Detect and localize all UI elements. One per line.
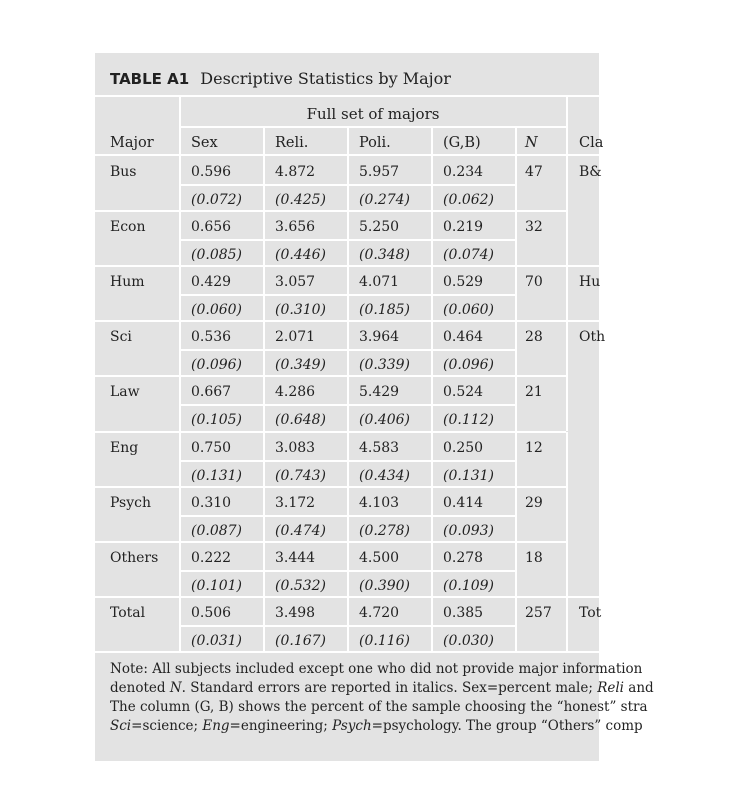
cell-gb: 0.278	[443, 549, 484, 566]
row-separator	[95, 431, 566, 433]
cell-poli: 4.583	[359, 439, 400, 456]
row-divider	[431, 211, 433, 266]
cell-n: 70	[525, 274, 543, 291]
cell-poli-se: (0.339)	[359, 357, 411, 374]
table-note	[110, 660, 730, 736]
cell-sex-se: (0.087)	[191, 522, 243, 539]
cell-n: 28	[525, 329, 543, 346]
row-divider	[566, 487, 568, 542]
cell-gb-se: (0.030)	[443, 632, 495, 649]
row-divider	[347, 321, 349, 376]
row-divider	[515, 597, 517, 652]
row-divider	[179, 432, 181, 487]
row-divider	[263, 597, 265, 652]
row-divider	[347, 211, 349, 266]
row-divider	[566, 266, 568, 321]
cell-gb-se: (0.112)	[443, 412, 495, 429]
col-header-n: N	[525, 135, 538, 151]
cell-n: 12	[525, 439, 543, 456]
row-divider	[566, 156, 568, 211]
row-separator	[95, 486, 566, 488]
cell-major: Total	[110, 604, 146, 621]
row-separator	[95, 541, 566, 543]
cell-major: Hum	[110, 274, 145, 291]
cell-cls: Tot	[579, 604, 602, 621]
row-divider	[179, 597, 181, 652]
cell-gb-se: (0.093)	[443, 522, 495, 539]
row-divider	[347, 432, 349, 487]
row-divider	[347, 266, 349, 321]
cell-gb-se: (0.109)	[443, 577, 495, 594]
row-divider	[347, 376, 349, 431]
cell-sex: 0.429	[191, 274, 232, 291]
row-divider	[347, 597, 349, 652]
cell-gb: 0.385	[443, 604, 484, 621]
rule-bottom	[95, 651, 599, 653]
row-divider	[431, 542, 433, 597]
cell-cls: Oth	[579, 329, 606, 346]
cell-gb: 0.524	[443, 384, 484, 401]
cell-sex: 0.506	[191, 604, 232, 621]
cell-major: Bus	[110, 164, 137, 180]
row-divider	[179, 266, 181, 321]
col-header-major: Major	[110, 135, 154, 151]
cell-reli: 3.083	[275, 439, 316, 456]
row-divider	[566, 432, 568, 487]
cell-cls: Hu	[579, 274, 601, 291]
row-divider	[515, 266, 517, 321]
table-label: TABLE A1	[110, 70, 190, 88]
row-separator	[95, 375, 566, 377]
cell-poli: 4.103	[359, 494, 400, 511]
row-divider	[566, 211, 568, 266]
table-panel	[95, 53, 654, 761]
col-header-reli: Reli.	[275, 135, 309, 151]
cell-reli-se: (0.349)	[275, 357, 327, 374]
row-divider	[263, 321, 265, 376]
cell-poli-se: (0.185)	[359, 302, 411, 319]
row-divider	[515, 487, 517, 542]
cell-poli: 4.071	[359, 274, 400, 291]
group-header: Full set of majors	[306, 105, 440, 123]
row-divider	[263, 487, 265, 542]
col-header-sex: Sex	[191, 135, 218, 151]
cell-gb-se: (0.131)	[443, 467, 495, 484]
cell-poli-se: (0.406)	[359, 412, 411, 429]
cell-sex-se: (0.131)	[191, 467, 243, 484]
row-divider	[566, 542, 568, 597]
row-divider	[179, 487, 181, 542]
row-divider	[515, 156, 517, 211]
header-divider	[179, 128, 181, 155]
cell-major: Others	[110, 549, 159, 566]
cell-sex: 0.596	[191, 164, 232, 180]
cell-cls: B&	[579, 164, 602, 180]
row-divider	[515, 211, 517, 266]
cell-major: Psych	[110, 494, 151, 511]
note-line-3: The column (G, B) shows the percent of the sample choosing the “honest” stra	[110, 699, 648, 715]
cell-n: 47	[525, 164, 543, 180]
cell-sex-se: (0.072)	[191, 192, 243, 208]
cell-gb: 0.250	[443, 439, 484, 456]
row-divider	[431, 376, 433, 431]
cell-reli-se: (0.425)	[275, 192, 327, 208]
cell-gb: 0.464	[443, 329, 484, 346]
row-divider	[347, 542, 349, 597]
col-header-gb: (G,B)	[443, 135, 481, 151]
cell-sex-se: (0.085)	[191, 247, 243, 264]
cell-gb: 0.234	[443, 164, 484, 180]
row-divider	[179, 542, 181, 597]
cell-gb-se: (0.060)	[443, 302, 495, 319]
row-divider	[263, 266, 265, 321]
header-divider	[515, 128, 517, 155]
cell-reli-se: (0.310)	[275, 302, 327, 319]
row-divider	[431, 432, 433, 487]
cell-reli: 2.071	[275, 329, 316, 346]
cell-gb: 0.529	[443, 274, 484, 291]
row-divider	[179, 156, 181, 211]
cell-reli-se: (0.446)	[275, 247, 327, 264]
cell-reli-se: (0.532)	[275, 577, 327, 594]
row-divider	[263, 376, 265, 431]
row-divider	[263, 542, 265, 597]
cell-reli: 3.172	[275, 494, 316, 511]
cell-n: 18	[525, 549, 543, 566]
header-divider	[347, 128, 349, 155]
note-line-1: Note: All subjects included except one who did not provide major information	[110, 661, 643, 677]
rule-top	[95, 95, 599, 97]
cell-poli: 5.957	[359, 164, 400, 180]
row-divider	[431, 156, 433, 211]
cell-reli-se: (0.743)	[275, 467, 327, 484]
row-divider	[515, 376, 517, 431]
cell-reli: 3.057	[275, 274, 316, 291]
cell-sex: 0.656	[191, 219, 232, 236]
cell-n: 32	[525, 219, 543, 236]
col-header-class: Cla	[579, 135, 604, 151]
cell-n: 21	[525, 384, 543, 401]
cell-sex-se: (0.101)	[191, 577, 243, 594]
cell-major: Sci	[110, 329, 132, 346]
row-divider	[431, 487, 433, 542]
row-divider	[566, 376, 568, 431]
divider-group-left	[179, 95, 181, 128]
row-divider	[515, 542, 517, 597]
cell-n: 257	[525, 604, 552, 621]
cell-reli: 3.444	[275, 549, 316, 566]
cell-poli-se: (0.434)	[359, 467, 411, 484]
cell-reli-se: (0.167)	[275, 632, 327, 649]
row-divider	[347, 487, 349, 542]
cell-sex: 0.222	[191, 549, 232, 566]
row-divider	[347, 156, 349, 211]
row-divider	[431, 321, 433, 376]
cell-major: Law	[110, 384, 140, 401]
cell-poli: 3.964	[359, 329, 400, 346]
table-title	[110, 69, 451, 88]
row-divider	[566, 321, 568, 376]
cell-n: 29	[525, 494, 543, 511]
cell-poli-se: (0.348)	[359, 247, 411, 264]
cell-gb-se: (0.062)	[443, 192, 495, 208]
col-header-poli: Poli.	[359, 135, 391, 151]
note-line-4: Sci=science; Eng=engineering; Psych=psychology. The group “Others” comp	[110, 718, 643, 734]
row-divider	[431, 597, 433, 652]
cell-poli: 4.500	[359, 549, 400, 566]
cell-gb-se: (0.096)	[443, 357, 495, 374]
header-divider	[566, 128, 568, 155]
cell-gb: 0.219	[443, 219, 484, 236]
row-divider	[431, 266, 433, 321]
cell-poli: 5.429	[359, 384, 400, 401]
divider-group-right	[566, 95, 568, 128]
cell-gb-se: (0.074)	[443, 247, 495, 264]
cell-poli-se: (0.390)	[359, 577, 411, 594]
header-divider	[431, 128, 433, 155]
header-divider	[263, 128, 265, 155]
row-divider	[515, 321, 517, 376]
row-divider	[179, 376, 181, 431]
cell-reli-se: (0.474)	[275, 522, 327, 539]
cell-sex-se: (0.096)	[191, 357, 243, 374]
cell-gb: 0.414	[443, 494, 484, 511]
cell-reli: 3.498	[275, 604, 316, 621]
cell-sex-se: (0.105)	[191, 412, 243, 429]
cell-major: Eng	[110, 439, 139, 456]
cell-sex: 0.667	[191, 384, 232, 401]
cell-poli: 5.250	[359, 219, 400, 236]
row-divider	[179, 211, 181, 266]
row-divider	[566, 597, 568, 652]
cell-reli: 4.872	[275, 164, 316, 180]
row-divider	[515, 432, 517, 487]
cell-sex: 0.536	[191, 329, 232, 346]
row-divider	[263, 432, 265, 487]
row-divider	[263, 156, 265, 211]
group-header-rule	[179, 126, 567, 128]
row-separator	[95, 210, 566, 212]
cell-reli: 3.656	[275, 219, 316, 236]
cell-poli: 4.720	[359, 604, 400, 621]
cell-major: Econ	[110, 219, 146, 236]
cell-poli-se: (0.274)	[359, 192, 411, 208]
table-title-text: Descriptive Statistics by Major	[200, 69, 451, 88]
cell-sex-se: (0.031)	[191, 632, 243, 649]
row-divider	[179, 321, 181, 376]
row-divider	[263, 211, 265, 266]
cell-sex: 0.750	[191, 439, 232, 456]
note-line-2: denoted N. Standard errors are reported in italics. Sex=percent male; Reli and	[110, 680, 654, 696]
cell-sex: 0.310	[191, 494, 232, 511]
cell-sex-se: (0.060)	[191, 302, 243, 319]
cell-poli-se: (0.278)	[359, 522, 411, 539]
cell-reli: 4.286	[275, 384, 316, 401]
cell-poli-se: (0.116)	[359, 632, 411, 649]
cell-reli-se: (0.648)	[275, 412, 327, 429]
